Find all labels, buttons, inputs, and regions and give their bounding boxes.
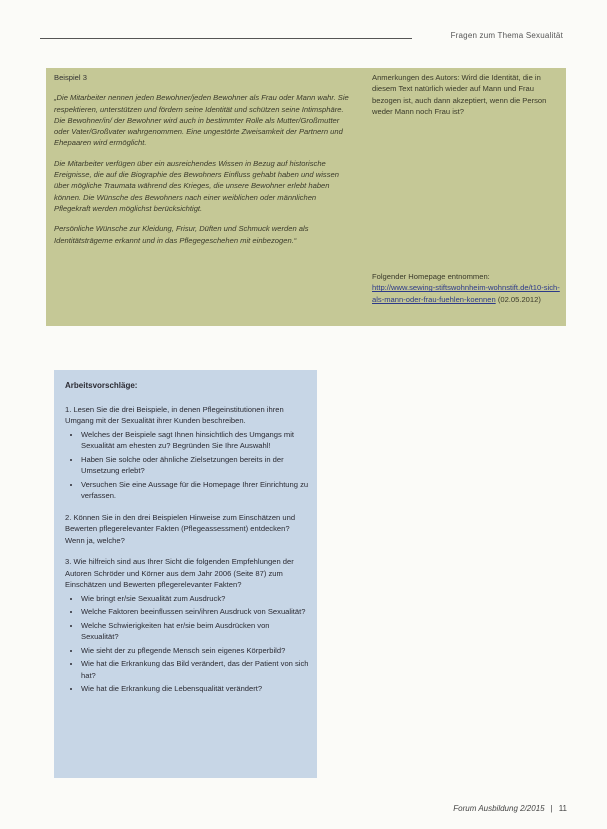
worksheet-content <box>65 380 309 705</box>
list-item: • Haben Sie solche oder ähnliche Zielsetzungen bereits in der Umsetzung erlebt? <box>81 454 309 477</box>
list-item: • Welche Faktoren beeinflussen sein/ihren Ausdruck von Sexualität? <box>81 606 309 618</box>
question-3: 3. Wie hilfreich sind aus Ihrer Sicht die folgenden Empfehlungen der Autoren Schröder und Körner aus dem Jahr 2006 (Seite 87) zum Einschätzen und Bewerten pflegerelevanter Fakten? <box>65 557 294 589</box>
running-header: Fragen zum Thema Sexualität <box>450 31 563 40</box>
question-1: 1. Lesen Sie die drei Beispiele, in denen Pflegeinstitutionen ihren Umgang mit der Sexualität ihrer Kunden beschreiben. <box>65 404 284 425</box>
worksheet-box <box>54 370 317 778</box>
list-item: • Wie sieht der zu pflegende Mensch sein eigenes Körperbild? <box>81 645 309 657</box>
example-box <box>46 68 566 326</box>
example-paragraph: Die Mitarbeiter verfügen über ein ausreichendes Wissen in Bezug auf historische Ereignisse, die auf die Biographie des Bewohners Einfluss gehabt haben und wissen über mögliche Traumata während des Krieges, die unsere Bewohner erlebt haben können. Die Wünsche des Bewohners nach einer weiblichen oder männlichen Pflegekraft werden möglichst berücksichtigt. <box>54 158 339 213</box>
author-note-column <box>372 72 560 305</box>
question-1-list <box>65 429 309 502</box>
author-note: Anmerkungen des Autors: Wird die Identität, die in diesem Text natürlich wieder auf Mann und Frau bezogen ist, auch dann akzeptiert, wenn die Person weder Mann noch Frau ist? <box>372 73 547 116</box>
list-item: • Welche Schwierigkeiten hat er/sie beim Ausdrücken von Sexualität? <box>81 620 309 643</box>
source-citation <box>372 282 560 305</box>
list-item: • Versuchen Sie eine Aussage für die Homepage Ihrer Einrichtung zu verfassen. <box>81 479 309 502</box>
source-date: (02.05.2012) <box>497 294 541 304</box>
page-number: 11 <box>558 804 567 813</box>
source-label: Folgender Homepage entnommen: <box>372 272 490 282</box>
question-3-list <box>65 593 309 695</box>
example-text-column <box>54 72 352 255</box>
list-item: • Wie hat die Erkrankung die Lebensqualität verändert? <box>81 683 309 695</box>
list-item: • Wie hat die Erkrankung das Bild verändert, das der Patient von sich hat? <box>81 658 309 681</box>
list-item: • Wie bringt er/sie Sexualität zum Ausdruck? <box>81 593 309 605</box>
header-rule <box>40 38 412 39</box>
example-title: Beispiel 3 <box>54 73 87 82</box>
source-link[interactable]: http://www.sewing-stiftswohnheim-wohnstift.de/t10-sich-als-mann-oder-frau-fuehlen-koennen <box>372 283 560 304</box>
page-footer <box>453 804 567 813</box>
example-paragraph: „Die Mitarbeiter nennen jeden Bewohner/jeden Bewohner als Frau oder Mann wahr. Sie respektieren, unterstützen und fördern seine Identität und schützen seine Intimsphäre. Die Bewohner/in/ der Bewohner wird auch in bestimmter Rolle als Mutter/Großmutter oder Vater/Großvater wahrgenommen. Eine ungestörte Zweisamkeit der Partnern und Ehepaaren wird ermöglicht. <box>54 93 349 148</box>
example-paragraph: Persönliche Wünsche zur Kleidung, Frisur, Düften und Schmuck werden als Identitätsträgeme erkannt und in das Pflegegeschehen mit einbezogen.“ <box>54 224 309 245</box>
list-item: • Welches der Beispiele sagt Ihnen hinsichtlich des Umgangs mit Sexualität am ehesten zu? Begründen Sie Ihre Auswahl! <box>81 429 309 452</box>
footer-separator: | <box>550 804 553 813</box>
worksheet-title: Arbeitsvorschläge: <box>65 381 138 390</box>
question-2: 2. Können Sie in den drei Beispielen Hinweise zum Einschätzen und Bewerten pflegerelevanter Fakten (Pflegeassessment) entdecken? Wenn ja, welche? <box>65 512 296 545</box>
publication-name: Forum Ausbildung 2/2015 <box>453 804 545 813</box>
